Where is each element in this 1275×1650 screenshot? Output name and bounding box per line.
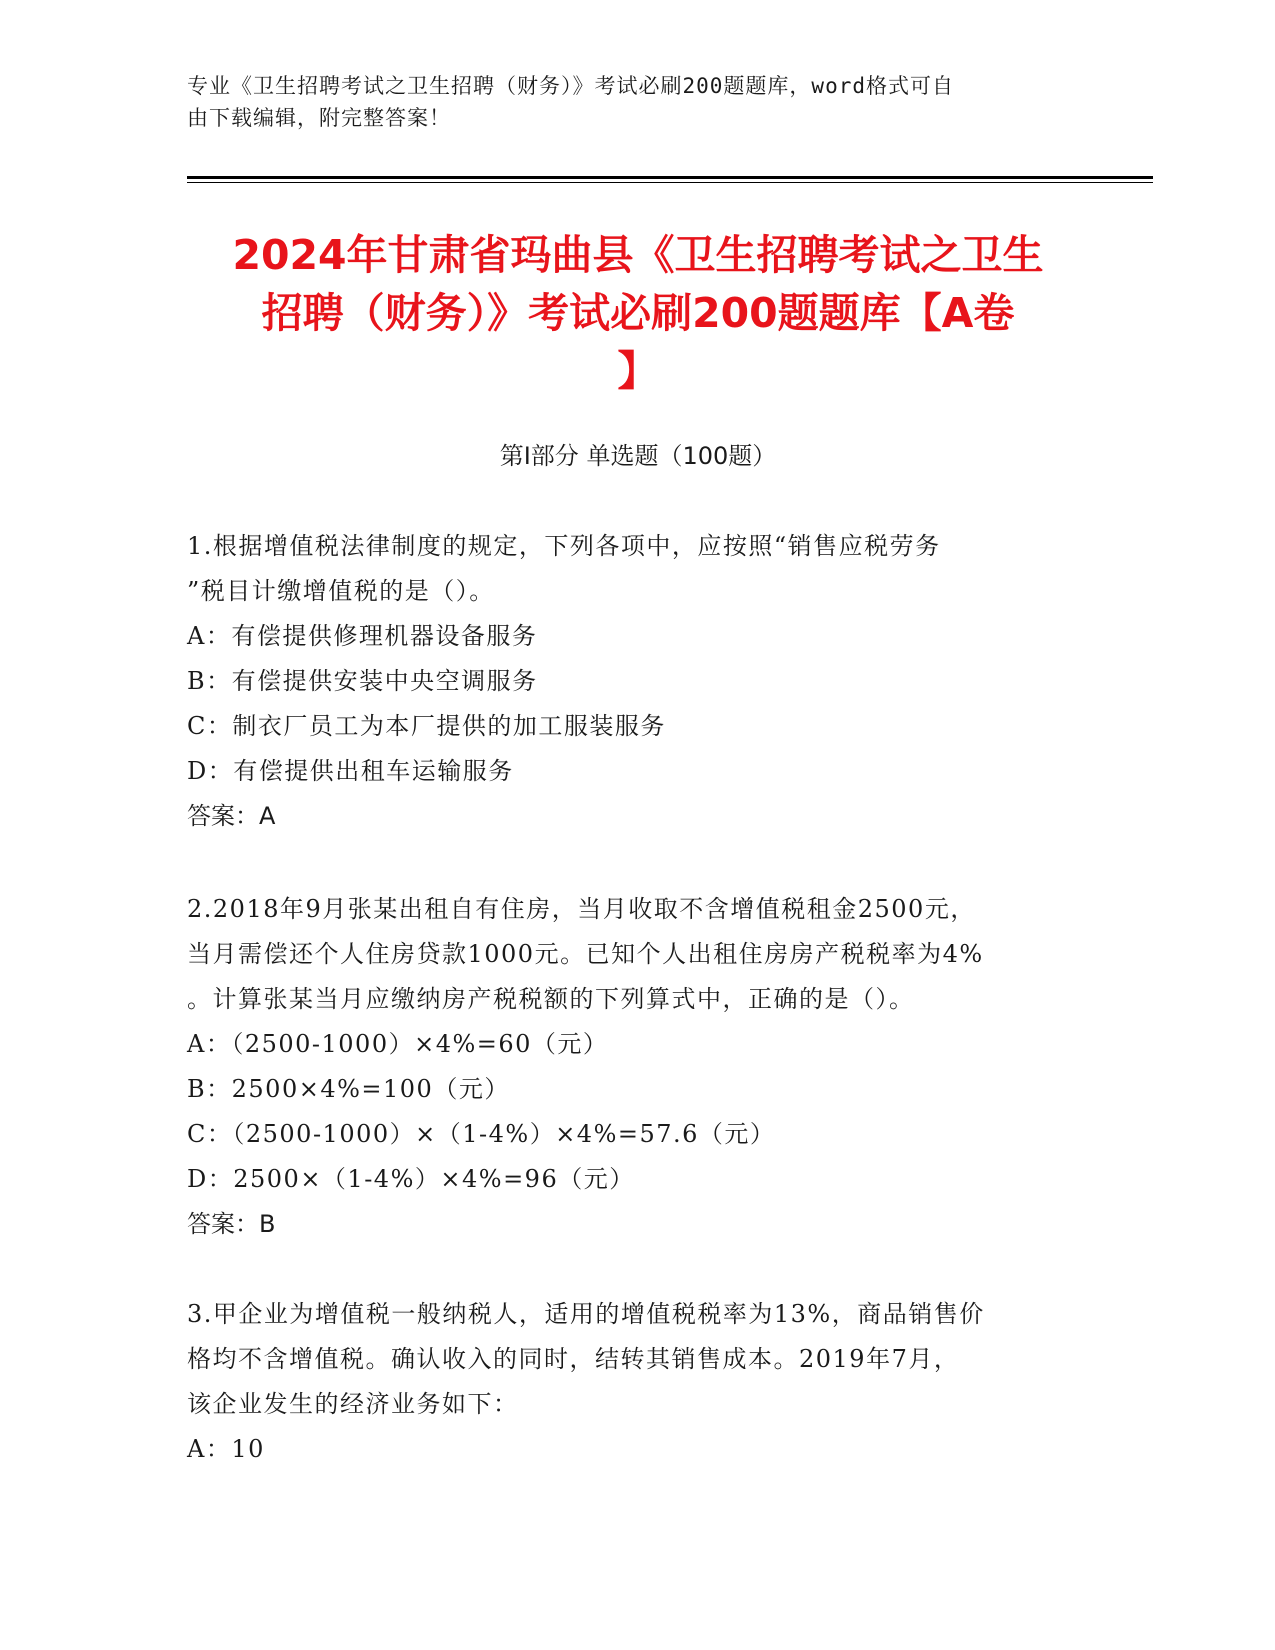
answer: 答案：A xyxy=(187,802,276,830)
document-title xyxy=(187,226,1089,400)
header-divider-thick xyxy=(187,176,1153,179)
answer: 答案：B xyxy=(187,1210,276,1238)
question-stem-line: 当月需偿还个人住房贷款1000元。已知个人出租住房房产税税率为4% xyxy=(187,940,984,968)
question-stem-line: 该企业发生的经济业务如下： xyxy=(187,1390,519,1418)
section-heading: 第I部分 单选题（100题） xyxy=(499,442,777,470)
option-d: D：有偿提供出租车运输服务 xyxy=(187,757,514,785)
header-note-line: 由下载编辑，附完整答案！ xyxy=(187,106,451,130)
option-a: A：（2500-1000）×4%=60（元） xyxy=(187,1030,609,1058)
question-1 xyxy=(187,524,1087,839)
title-line: 】 xyxy=(617,347,659,395)
question-stem-line: 3.甲企业为增值税一般纳税人，适用的增值税税率为13%，商品销售价 xyxy=(187,1300,985,1328)
option-c: C：（2500-1000）×（1-4%）×4%=57.6（元） xyxy=(187,1120,776,1148)
option-d: D：2500×（1-4%）×4%=96（元） xyxy=(187,1165,635,1193)
option-a: A：有偿提供修理机器设备服务 xyxy=(187,622,538,650)
question-stem-line: 2.2018年9月张某出租自有住房，当月收取不含增值税租金2500元， xyxy=(187,895,976,923)
header-note xyxy=(187,70,1067,134)
question-stem-line: 1.根据增值税法律制度的规定，下列各项中，应按照“销售应税劳务 xyxy=(187,532,941,560)
header-divider-thin xyxy=(187,182,1153,183)
option-c: C：制衣厂员工为本厂提供的加工服装服务 xyxy=(187,712,666,740)
question-stem-line: 格均不含增值税。确认收入的同时，结转其销售成本。2019年7月， xyxy=(187,1345,960,1373)
option-b: B：2500×4%=100（元） xyxy=(187,1075,510,1103)
question-stem-line: ”税目计缴增值税的是（）。 xyxy=(187,577,495,605)
question-3 xyxy=(187,1292,1087,1472)
option-a: A：10 xyxy=(187,1435,265,1463)
question-2 xyxy=(187,887,1087,1247)
option-b: B：有偿提供安装中央空调服务 xyxy=(187,667,538,695)
title-line: 2024年甘肃省玛曲县《卫生招聘考试之卫生 xyxy=(232,231,1044,279)
question-stem-line: 。计算张某当月应缴纳房产税税额的下列算式中，正确的是（）。 xyxy=(187,985,915,1013)
title-line: 招聘（财务）》考试必刷200题题库【A卷 xyxy=(261,289,1015,337)
header-note-line: 专业《卫生招聘考试之卫生招聘（财务）》考试必刷200题题库，word格式可自 xyxy=(187,74,954,98)
